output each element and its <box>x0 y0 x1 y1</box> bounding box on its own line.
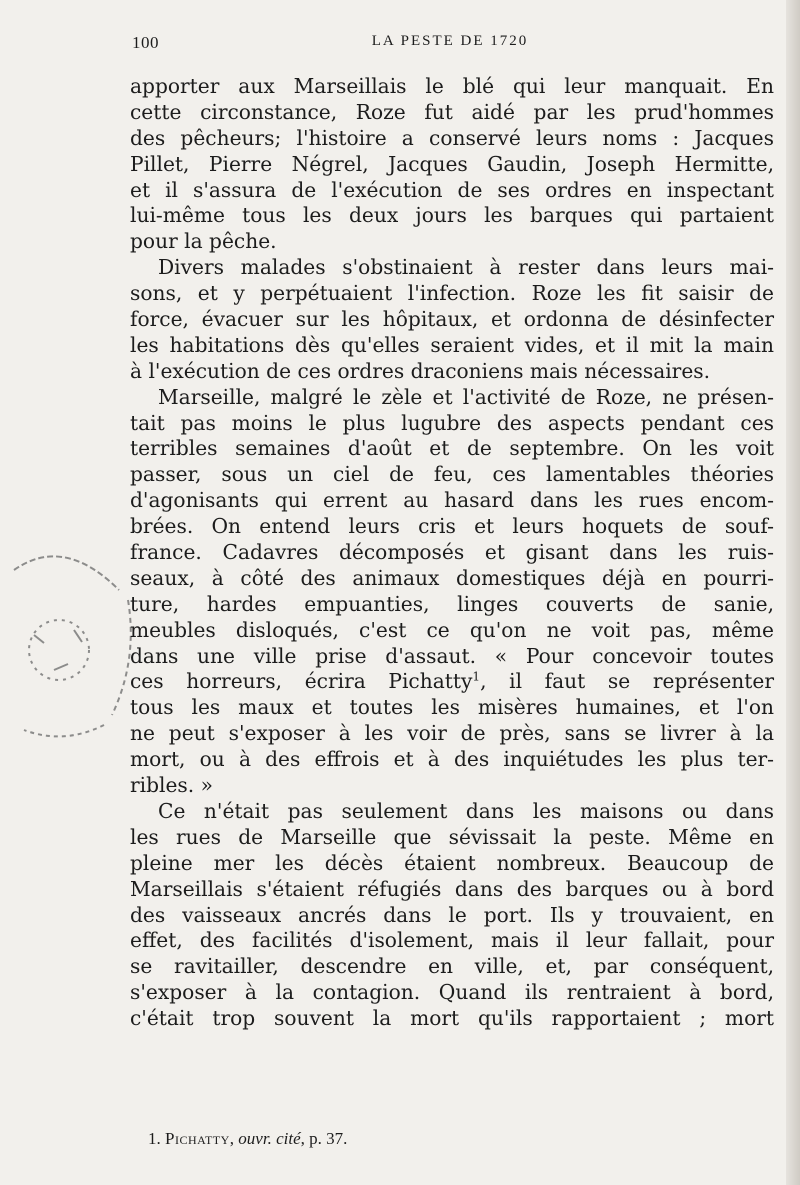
body-text <box>130 74 774 1032</box>
text-line <box>130 954 774 980</box>
page-number: 100 <box>132 33 159 52</box>
footnote-number: 1. <box>148 1129 161 1148</box>
text-line-content: meubles disloqués, c'est ce qu'on ne voit pas, même <box>130 617 774 642</box>
text-line <box>130 669 774 695</box>
text-line-content: pleine mer les décès étaient nombreux. Beaucoup de <box>130 850 774 875</box>
text-line-content: france. Cadavres décomposés et gisant dans les ruis- <box>130 540 774 565</box>
text-line-content: force, évacuer sur les hôpitaux, et ordonna de désinfecter <box>130 307 774 332</box>
text-line <box>130 644 774 670</box>
text-line <box>130 74 774 100</box>
text-line-content: les habitations dès qu'elles seraient vides, et il mit la main <box>130 332 774 357</box>
text-line-content: d'agonisants qui errent au hasard dans les rues encom- <box>130 488 774 513</box>
text-line-content: ture, hardes empuanties, linges couverts de sanie, <box>130 591 774 616</box>
text-line-content: ribles. » <box>130 773 213 798</box>
text-line <box>130 100 774 126</box>
text-line <box>130 592 774 618</box>
text-line-content: tous les maux et toutes les misères humaines, et l'on <box>130 695 774 720</box>
text-line-content: mort, ou à des effrois et à des inquiétudes les plus ter- <box>130 747 774 772</box>
text-line <box>130 747 774 773</box>
text-line-content: cette circonstance, Roze fut aidé par les prud'hommes <box>130 99 774 124</box>
text-line <box>130 566 774 592</box>
text-line <box>130 385 774 411</box>
text-line-content: lui-même tous les deux jours les barques qui partaient <box>130 203 774 228</box>
text-line <box>130 203 774 229</box>
text-line <box>130 851 774 877</box>
text-line <box>130 229 774 255</box>
text-line-content: Ce n'était pas seulement dans les maisons ou dans <box>158 798 774 823</box>
text-line <box>130 1006 774 1032</box>
text-line <box>130 773 774 799</box>
text-line-content: Divers malades s'obstinaient à rester dans leurs mai- <box>158 255 774 280</box>
text-line-content: terribles semaines d'août et de septembre. On les voit <box>130 436 774 461</box>
text-line-content: pour la pêche. <box>130 229 277 254</box>
footnote-author: Pichatty <box>165 1129 230 1148</box>
text-line <box>130 462 774 488</box>
footnote <box>148 1129 347 1149</box>
text-line <box>130 436 774 462</box>
footnote-separator: , <box>229 1129 239 1148</box>
text-line <box>130 618 774 644</box>
text-line-content: des vaisseaux ancrés dans le port. Ils y trouvaient, en <box>130 902 774 927</box>
text-line <box>130 488 774 514</box>
running-title: LA PESTE DE 1720 <box>371 33 529 49</box>
text-line-content: s'exposer à la contagion. Quand ils rentraient à bord, <box>130 980 774 1005</box>
footnote-page: p. 37. <box>309 1129 348 1148</box>
text-line <box>130 178 774 204</box>
text-line-content: c'était trop souvent la mort qu'ils rapportaient ; mort <box>130 1006 774 1031</box>
footnote-separator: , <box>300 1129 310 1148</box>
text-line <box>130 903 774 929</box>
text-line <box>130 799 774 825</box>
text-line <box>130 540 774 566</box>
text-line-content: ces horreurs, écrira Pichatty <box>130 669 473 694</box>
footnote-reference: 1 <box>472 669 481 684</box>
text-line-content: des pêcheurs; l'histoire a conservé leurs noms : Jacques <box>130 125 774 150</box>
text-line <box>130 255 774 281</box>
text-line-content: seaux, à côté des animaux domestiques déjà en pourri- <box>130 565 774 590</box>
text-line <box>130 126 774 152</box>
text-line <box>130 928 774 954</box>
text-line <box>130 825 774 851</box>
text-line <box>130 877 774 903</box>
text-line-content: et il s'assura de l'exécution de ses ordres en inspectant <box>130 177 774 202</box>
text-line <box>130 411 774 437</box>
running-head <box>130 33 770 57</box>
text-line-content: à l'exécution de ces ordres draconiens mais nécessaires. <box>130 358 711 383</box>
text-line-content: , il faut se représenter <box>480 669 774 694</box>
text-line <box>130 307 774 333</box>
text-line <box>130 695 774 721</box>
text-line-content: brées. On entend leurs cris et leurs hoquets de souf- <box>130 514 774 539</box>
text-line <box>130 359 774 385</box>
text-line-content: apporter aux Marseillais le blé qui leur manquait. En <box>130 74 774 98</box>
page-edge <box>786 0 800 1185</box>
library-stamp <box>4 540 132 740</box>
text-line <box>130 152 774 178</box>
text-line-content: Pillet, Pierre Négrel, Jacques Gaudin, Joseph Hermitte, <box>130 151 774 176</box>
text-line-content: tait pas moins le plus lugubre des aspects pendant ces <box>130 410 774 435</box>
text-line-content: sons, et y perpétuaient l'infection. Roze les fit saisir de <box>130 281 774 306</box>
text-line <box>130 721 774 747</box>
text-line-content: passer, sous un ciel de feu, ces lamentables théories <box>130 462 774 487</box>
footnote-work: ouvr. cité <box>238 1129 301 1148</box>
text-line <box>130 281 774 307</box>
text-line-content: Marseillais s'étaient réfugiés dans des barques ou à bord <box>130 876 774 901</box>
text-line-content: Marseille, malgré le zèle et l'activité de Roze, ne présen- <box>158 384 774 409</box>
text-line <box>130 514 774 540</box>
text-line-content: ne peut s'exposer à les voir de près, sans se livrer à la <box>130 721 774 746</box>
text-line-content: effet, des facilités d'isolement, mais il leur fallait, pour <box>130 928 774 953</box>
text-line-content: les rues de Marseille que sévissait la peste. Même en <box>130 824 774 849</box>
text-line <box>130 980 774 1006</box>
text-line-content: dans une ville prise d'assaut. « Pour concevoir toutes <box>130 643 774 668</box>
text-line-content: se ravitailler, descendre en ville, et, par conséquent, <box>130 954 774 979</box>
text-line <box>130 333 774 359</box>
